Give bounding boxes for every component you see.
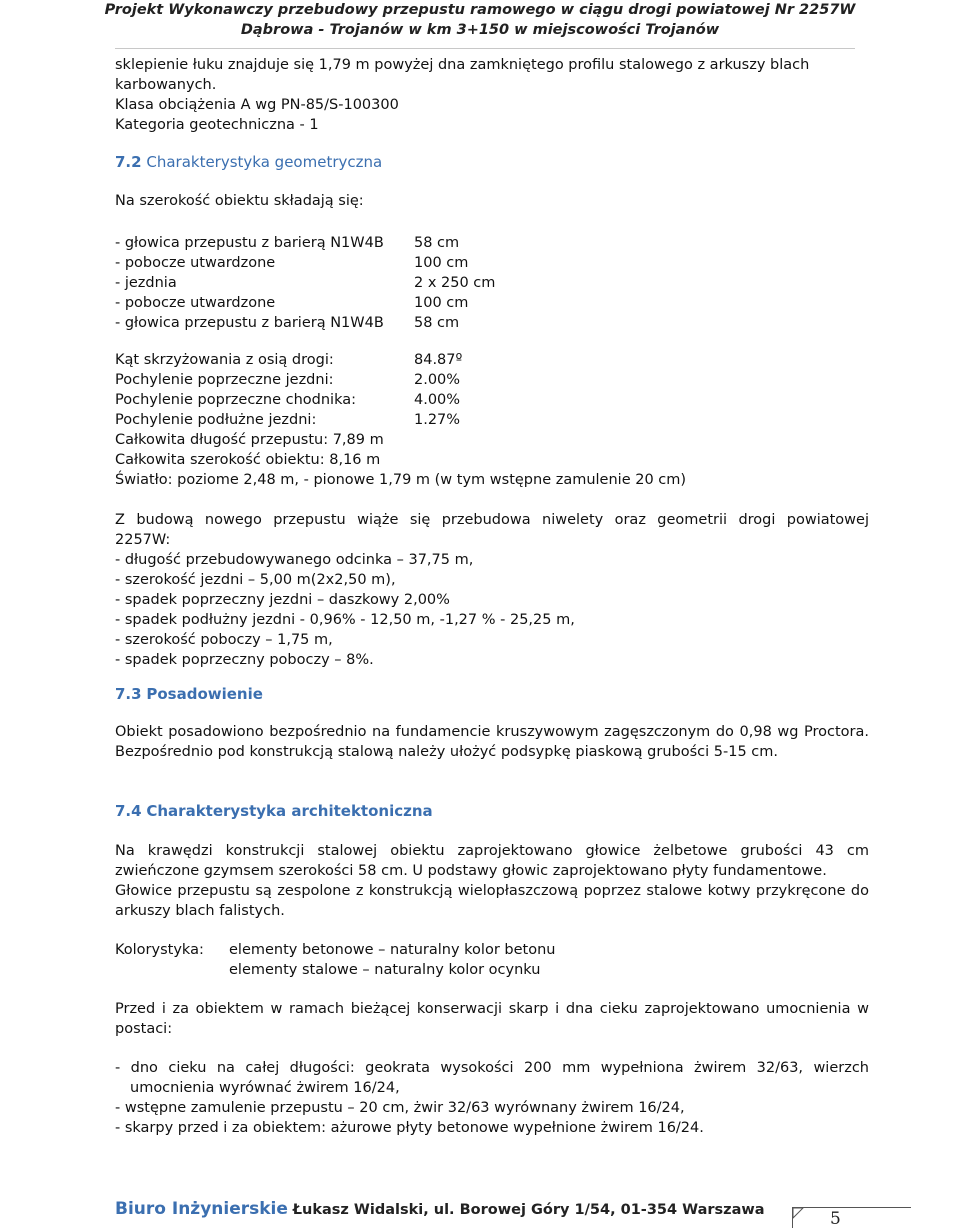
section-title: Charakterystyka architektoniczna: [146, 802, 433, 820]
rebuild-item: - spadek podłużny jezdni - 0,96% - 12,50 m, -1,27 % - 25,25 m,: [115, 612, 575, 628]
rebuild-item: - długość przebudowywanego odcinka – 37,75 m,: [115, 552, 474, 568]
load-class: Klasa obciążenia A wg PN-85/S-100300: [115, 97, 399, 113]
section-heading-7-3: [115, 684, 263, 704]
section-title: Charakterystyka geometryczna: [146, 153, 383, 171]
section-heading-7-2: [115, 152, 382, 172]
rebuild-item: - spadek poprzeczny poboczy – 8%.: [115, 652, 374, 668]
width-item-label: - pobocze utwardzone: [115, 295, 276, 311]
page-footer: [115, 1198, 765, 1221]
total-width: Całkowita szerokość obiektu: 8,16 m: [115, 452, 381, 468]
color-scheme-line: elementy stalowe – naturalny kolor ocynku: [229, 962, 541, 978]
param-value: 2.00%: [414, 372, 461, 388]
rebuild-paragraph: Z budową nowego przepustu wiąże się przebudowa niwelety oraz geometrii drogi powiatowej: [115, 512, 869, 528]
rebuild-item: - szerokość jezdni – 5,00 m(2x2,50 m),: [115, 572, 396, 588]
section-title: Posadowienie: [146, 685, 263, 703]
page-number-box: [792, 1207, 911, 1228]
param-value: 84.87º: [414, 352, 463, 368]
param-label: Kąt skrzyżowania z osią drogi:: [115, 352, 334, 368]
rebuild-item: - szerokość poboczy – 1,75 m,: [115, 632, 333, 648]
footer-brand: Biuro Inżynierskie: [115, 1199, 288, 1219]
architecture-paragraph-1: Na krawędzi konstrukcji stalowej obiektu zaprojektowano głowice żelbetowe grubości 43 cm zwieńczone gzymsem szerokości 58 cm. U podstawy głowic zaprojektowano płyty fundamentowe.: [115, 843, 869, 879]
header-divider: [115, 48, 855, 49]
width-item-value: 100 cm: [414, 295, 469, 311]
param-label: Pochylenie podłużne jezdni:: [115, 412, 317, 428]
section-number: 7.2: [115, 153, 142, 171]
width-item-value: 100 cm: [414, 255, 469, 271]
intro-paragraph-line2: karbowanych.: [115, 77, 217, 93]
width-item-label: - głowica przepustu z barierą N1W4B: [115, 235, 384, 251]
protection-item: - skarpy przed i za obiektem: ażurowe płyty betonowe wypełnione żwirem 16/24.: [115, 1120, 704, 1136]
section-number: 7.4: [115, 802, 142, 820]
geotechnical-category: Kategoria geotechniczna - 1: [115, 117, 319, 133]
section-heading-7-4: [115, 801, 433, 821]
footer-address: Łukasz Widalski, ul. Borowej Góry 1/54, 01-354 Warszawa: [292, 1202, 765, 1218]
width-item-value: 58 cm: [414, 235, 460, 251]
architecture-paragraph-2: Głowice przepustu są zespolone z konstrukcją wielopłaszczową poprzez stalowe kotwy przykręcone do arkuszy blach falistych.: [115, 883, 869, 919]
header-project-title: Projekt Wykonawczy przebudowy przepustu ramowego w ciągu drogi powiatowej Nr 2257W: [104, 2, 856, 18]
width-item-label: - pobocze utwardzone: [115, 255, 276, 271]
total-length: Całkowita długość przepustu: 7,89 m: [115, 432, 384, 448]
width-lead: Na szerokość obiektu składają się:: [115, 193, 364, 209]
clearance: Światło: poziome 2,48 m, - pionowe 1,79 m (w tym wstępne zamulenie 20 cm): [115, 472, 687, 488]
protection-item-text: - dno cieku na całej długości: geokrata wysokości 200 mm wypełniona żwirem 32/63, wierzch: [115, 1060, 869, 1076]
header-project-location: Dąbrowa - Trojanów w km 3+150 w miejscowości Trojanów: [240, 22, 720, 38]
protection-item-cont: umocnienia wyrównać żwirem 16/24,: [130, 1080, 400, 1096]
width-item-value: 58 cm: [414, 315, 460, 331]
width-item-label: - głowica przepustu z barierą N1W4B: [115, 315, 384, 331]
foundation-paragraph: Obiekt posadowiono bezpośrednio na fundamencie kruszywowym zagęszczonym do 0,98 wg Proctora. Bezpośrednio pod konstrukcją stalową należy ułożyć podsypkę piaskową grubości 5-15 cm.: [115, 724, 869, 760]
param-value: 4.00%: [414, 392, 461, 408]
color-scheme-label: Kolorystyka:: [115, 942, 204, 958]
param-label: Pochylenie poprzeczne jezdni:: [115, 372, 334, 388]
width-item-label: - jezdnia: [115, 275, 177, 291]
color-scheme-line: elementy betonowe – naturalny kolor betonu: [229, 942, 556, 958]
corner-fold-icon: [793, 1208, 809, 1224]
rebuild-item: - spadek poprzeczny jezdni – daszkowy 2,00%: [115, 592, 450, 608]
section-number: 7.3: [115, 685, 142, 703]
protection-intro: Przed i za obiektem w ramach bieżącej konserwacji skarp i dna cieku zaprojektowano umocnienia w postaci:: [115, 1001, 869, 1037]
param-value: 1.27%: [414, 412, 461, 428]
param-label: Pochylenie poprzeczne chodnika:: [115, 392, 356, 408]
page-number: 5: [830, 1209, 841, 1229]
rebuild-paragraph-cont: 2257W:: [115, 532, 171, 548]
protection-item: - wstępne zamulenie przepustu – 20 cm, żwir 32/63 wyrównany żwirem 16/24,: [115, 1100, 685, 1116]
protection-item: [115, 1058, 869, 1078]
width-item-value: 2 x 250 cm: [414, 275, 496, 291]
intro-paragraph-line1: sklepienie łuku znajduje się 1,79 m powyżej dna zamkniętego profilu stalowego z arkuszy blach: [115, 57, 810, 73]
